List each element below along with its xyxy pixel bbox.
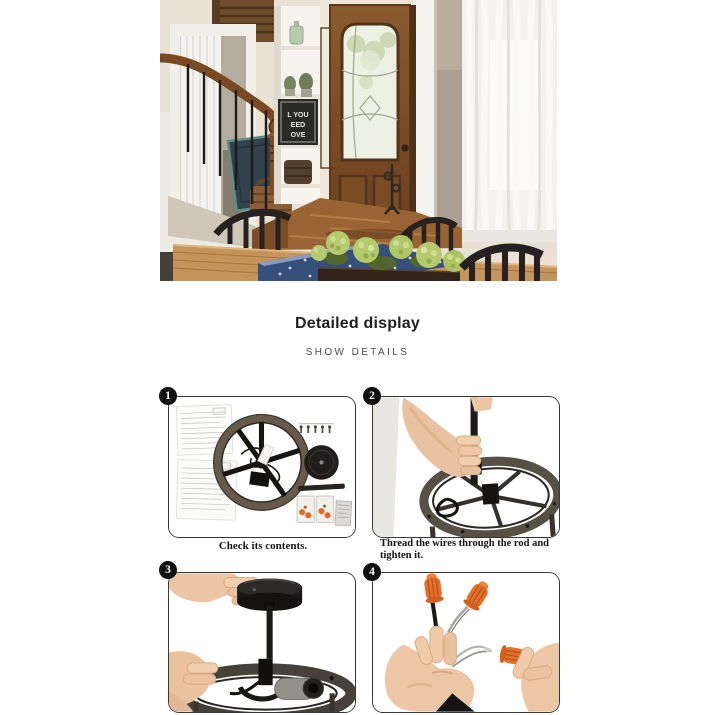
sign-line-2: EED: [290, 122, 306, 129]
builtin-shelves: [274, 6, 320, 204]
step-1-illustration-parts: [169, 397, 355, 537]
step-1-caption: Check its contents.: [218, 540, 308, 552]
lifestyle-photo: [160, 0, 557, 281]
step-4-badge: 4: [363, 563, 381, 581]
show-details-label[interactable]: SHOW DETAILS: [305, 347, 410, 358]
lace-curtain-window: [462, 0, 557, 242]
step-3-illustration-canopy: [169, 573, 355, 712]
section-title: Detailed display: [294, 315, 421, 332]
step-1-panel: [168, 396, 356, 538]
step-3-badge: 3: [159, 561, 177, 579]
dark-basket: [284, 160, 312, 184]
love-sign: [278, 99, 318, 145]
ceiling-canopy-disc: [304, 445, 339, 480]
step-1-badge: 1: [159, 387, 177, 405]
sign-line-3: OVE: [290, 132, 306, 139]
step-2-badge: 2: [363, 387, 381, 405]
right-wall: [416, 0, 462, 232]
entryway-scene: [160, 0, 557, 281]
step-2-caption: Thread the wires through the rod and tighten it.: [380, 538, 549, 561]
folded-manual: [335, 501, 352, 526]
sign-line-1: L YOU: [287, 112, 309, 119]
step-2-panel: [372, 396, 560, 538]
step-2-illustration-threading: [373, 397, 559, 537]
step-3-panel: [168, 572, 356, 713]
step-4-illustration-wiring: [373, 573, 559, 712]
step-4-panel: [372, 572, 560, 713]
